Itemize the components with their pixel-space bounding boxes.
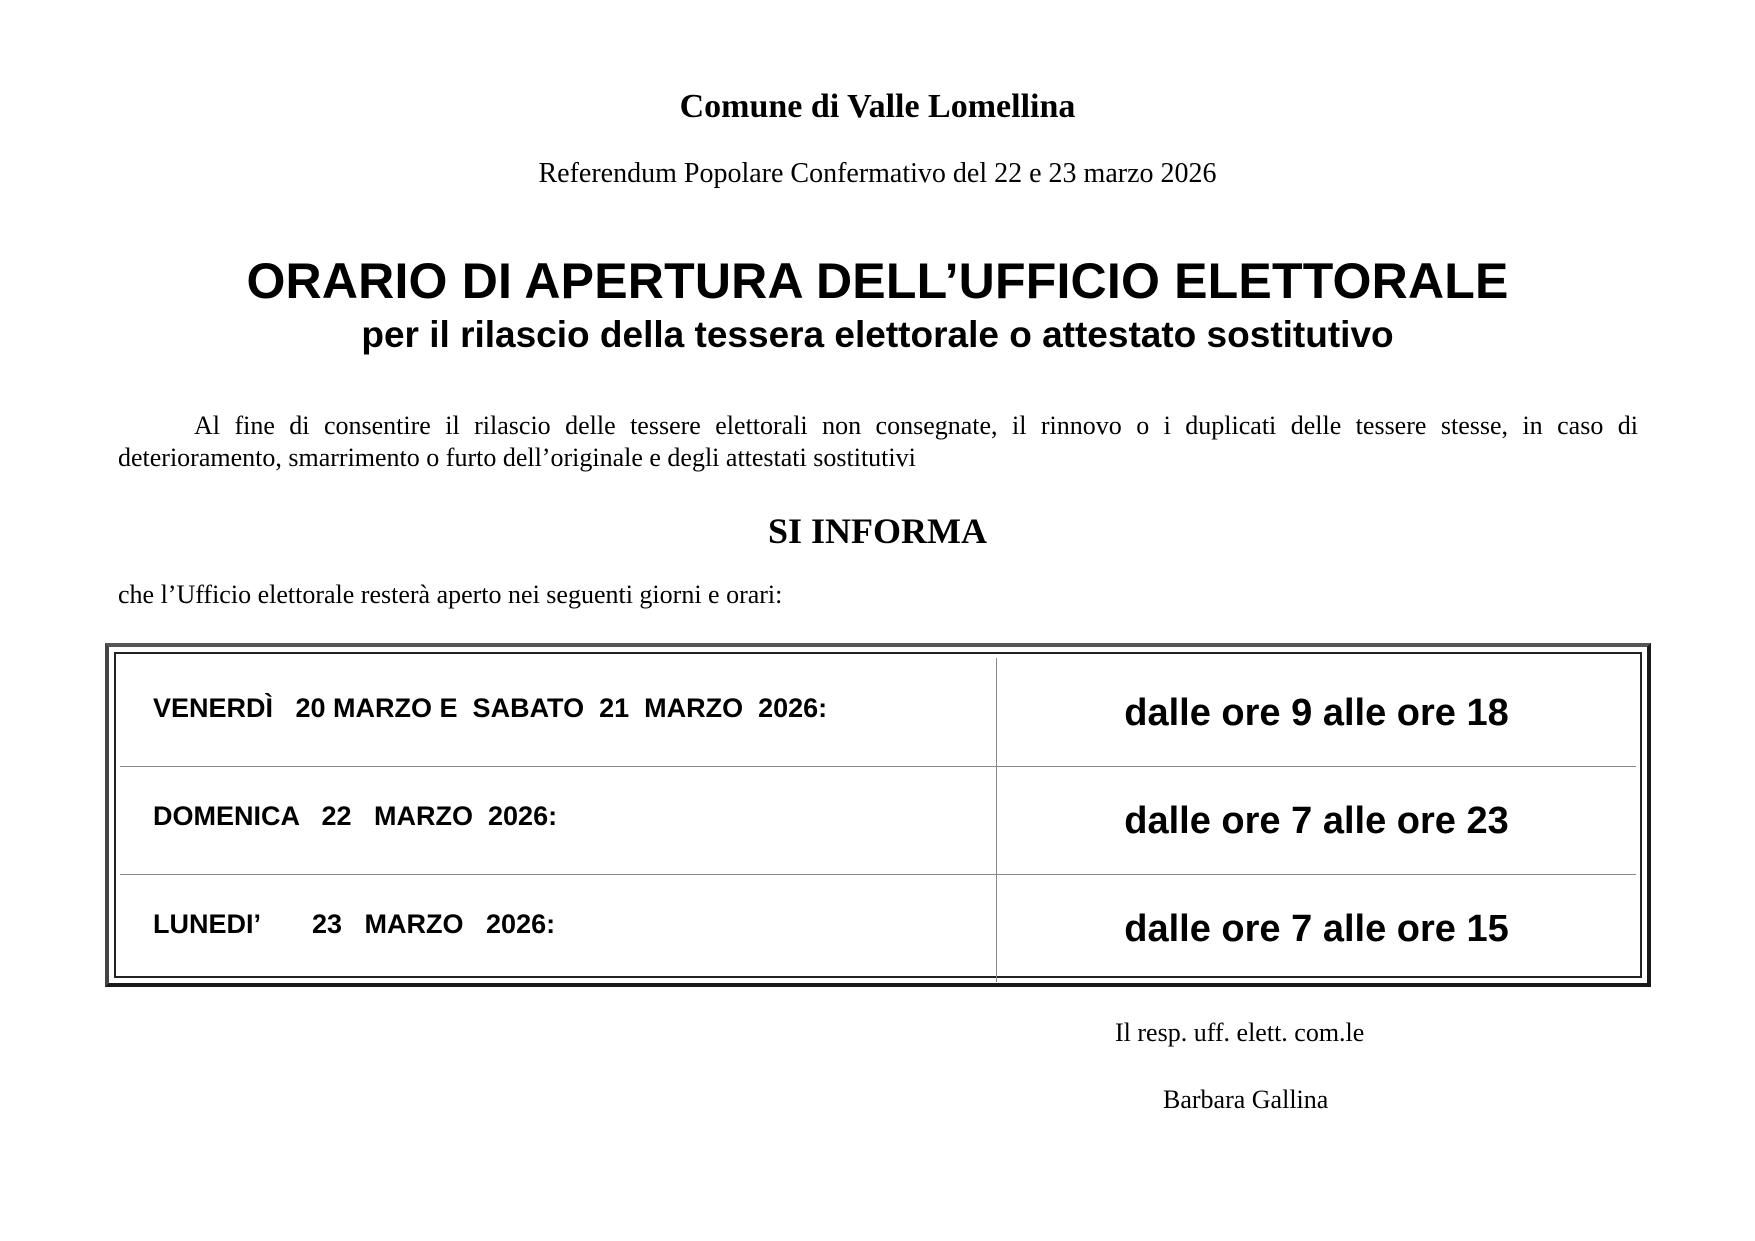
signature-name: Barbara Gallina — [1163, 1085, 1329, 1114]
page-subtitle: per il rilascio della tessera elettorale o attestato sostitutivo — [361, 314, 1394, 355]
schedule-days: LUNEDI’ 23 MARZO 2026: — [153, 909, 556, 939]
schedule-days: DOMENICA 22 MARZO 2026: — [153, 801, 558, 831]
schedule-row — [120, 766, 1636, 875]
schedule-hours-cell — [997, 658, 1636, 766]
schedule-hours-cell — [997, 874, 1636, 982]
si-informa-heading: SI INFORMA — [767, 511, 987, 551]
intro-paragraph: Al fine di consentire il rilascio delle tessere elettorali non consegnate, il rinnovo o i duplicati delle tessere stesse, in caso di deterioramento, smarrimento o furto dell’originale e degli attestati sostitutivi — [118, 411, 1638, 472]
schedule-hours: dalle ore 9 alle ore 18 — [1124, 692, 1509, 734]
schedule-row — [120, 874, 1636, 982]
schedule-day-cell — [120, 874, 997, 982]
lead-line: che l’Ufficio elettorale resterà aperto nei seguenti giorni e orari: — [118, 580, 783, 609]
signature-role: Il resp. uff. elett. com.le — [1115, 1018, 1365, 1047]
schedule-hours: dalle ore 7 alle ore 23 — [1124, 800, 1509, 842]
municipality-heading: Comune di Valle Lomellina — [679, 88, 1076, 125]
referendum-subheading: Referendum Popolare Confermativo del 22 e 23 marzo 2026 — [538, 158, 1217, 189]
schedule-hours: dalle ore 7 alle ore 15 — [1124, 908, 1509, 950]
schedule-table — [105, 643, 1651, 987]
schedule-day-cell — [120, 766, 997, 874]
page-title: ORARIO DI APERTURA DELL’UFFICIO ELETTORALE — [246, 253, 1509, 309]
schedule-days: VENERDÌ 20 MARZO E SABATO 21 MARZO 2026: — [153, 693, 828, 723]
schedule-row — [120, 658, 1636, 767]
schedule-hours-cell — [997, 766, 1636, 874]
schedule-day-cell — [120, 658, 997, 766]
